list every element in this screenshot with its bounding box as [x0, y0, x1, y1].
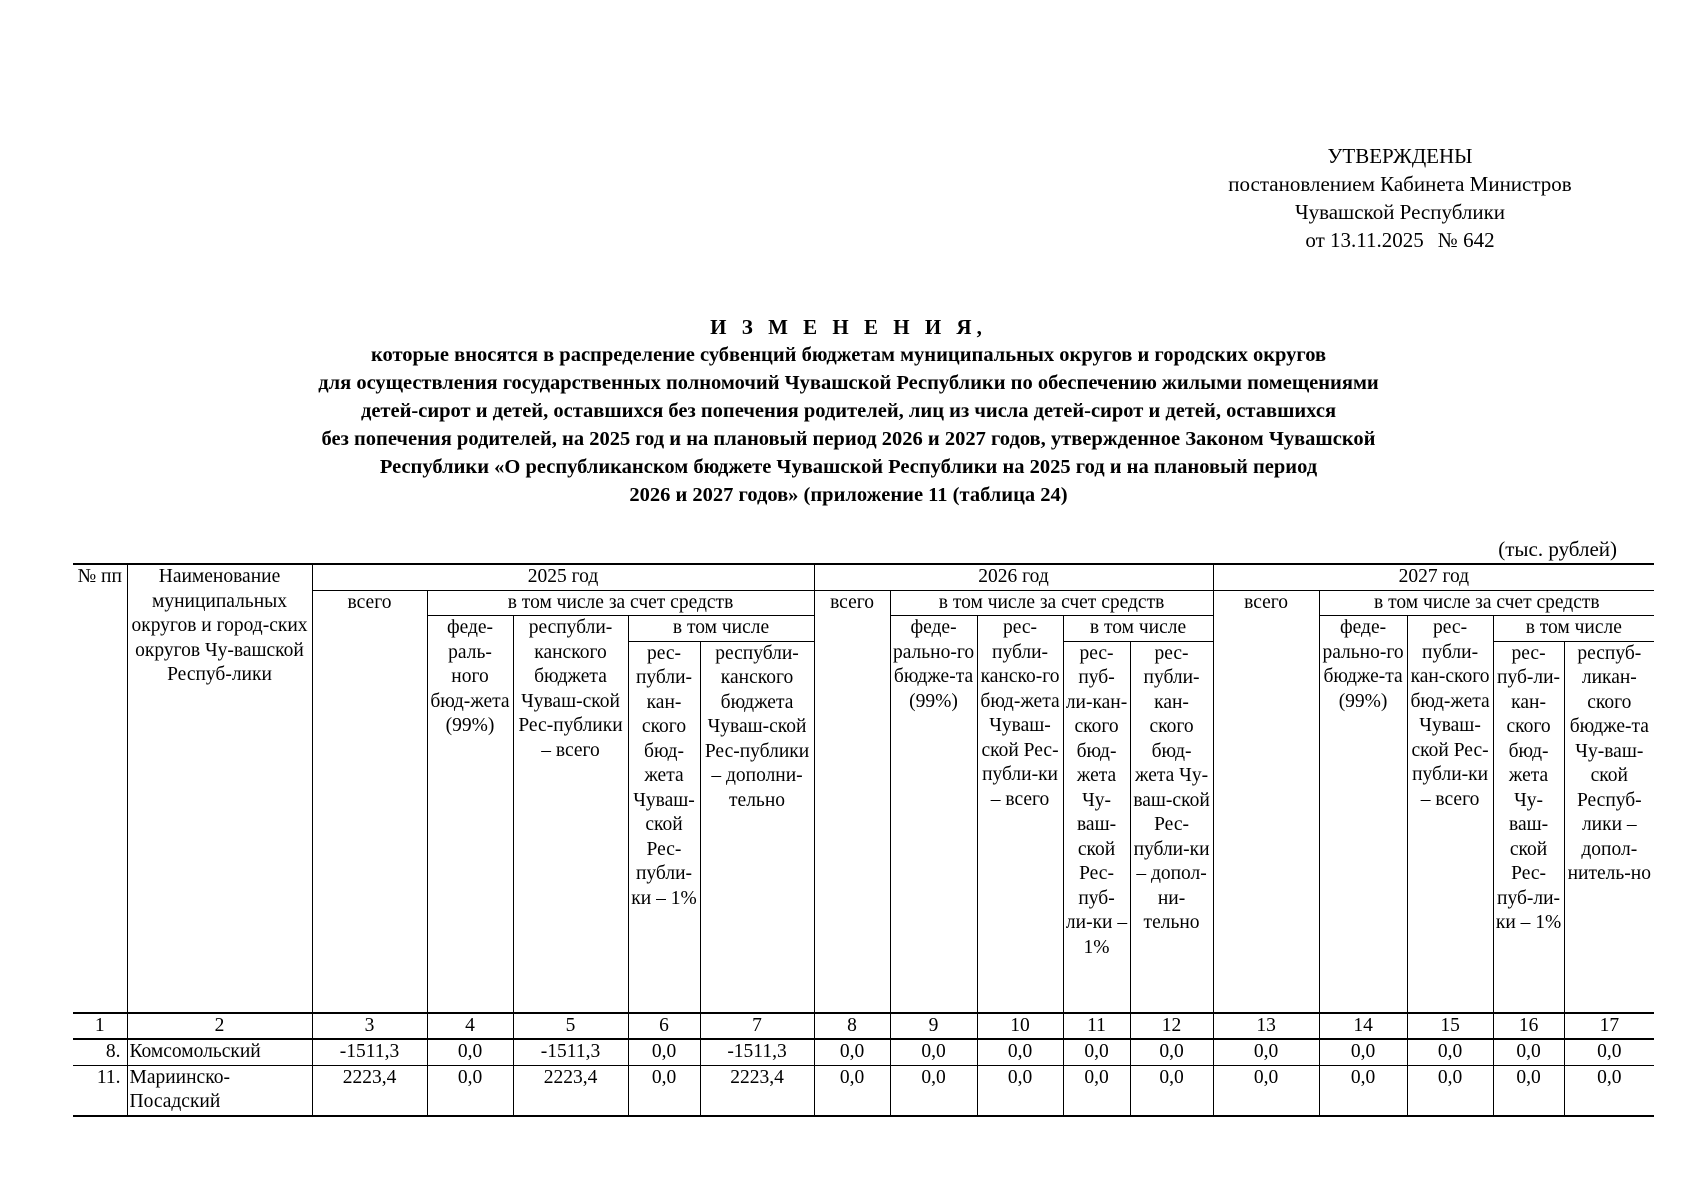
table-row [73, 1065, 1654, 1116]
header-2025-federal: феде-раль-ного бюд-жета (99%) [427, 616, 513, 1013]
municipality-name: Комсомольский [127, 1039, 312, 1065]
row-number: 11. [73, 1065, 127, 1116]
municipality-name: Мариинско-Посадский [127, 1065, 312, 1116]
cell-value: 0,0 [1493, 1039, 1564, 1065]
header-2027-republic-total: рес-публи-кан-ского бюд-жета Чуваш-ской Рес-публи-ки – всего [1407, 616, 1493, 1013]
column-number: 17 [1564, 1013, 1654, 1040]
cell-value: -1511,3 [513, 1039, 628, 1065]
header-2027-incl-sources: в том числе за счет средств [1319, 590, 1654, 616]
header-2025-republic-extra: республи-канского бюджета Чуваш-ской Рес-публики – дополни-тельно [700, 641, 814, 1013]
cell-value: 0,0 [1063, 1065, 1130, 1116]
header-row-number: № пп [73, 564, 127, 1013]
cell-value: 0,0 [977, 1065, 1063, 1116]
heading-line: детей-сирот и детей, оставшихся без попечения родителей, лиц из числа детей-сирот и детей, оставшихся [360, 400, 1337, 422]
cell-value: 0,0 [1213, 1065, 1319, 1116]
header-year-2027: 2027 год [1213, 564, 1654, 590]
header-2025-republic-total: республи-канского бюджета Чуваш-ской Рес-публики – всего [513, 616, 628, 1013]
header-year-2026: 2026 год [814, 564, 1213, 590]
approval-stamp [1140, 142, 1660, 254]
column-number: 3 [312, 1013, 427, 1040]
column-number: 15 [1407, 1013, 1493, 1040]
header-2027-republic-1pct: рес-пуб-ли-кан-ского бюд-жета Чу-ваш-ской Рес-пуб-ли-ки – 1% [1493, 641, 1564, 1013]
column-number: 6 [628, 1013, 700, 1040]
approval-number: № 642 [1437, 228, 1495, 252]
heading-line: 2026 и 2027 годов» (приложение 11 (таблица 24) [629, 484, 1068, 506]
units-label: (тыс. рублей) [1498, 537, 1617, 561]
heading-line: без попечения родителей, на 2025 год и на плановый период 2026 и 2027 годов, утвержденное Законом Чувашской [321, 428, 1376, 450]
header-row-years [73, 564, 1654, 590]
header-2027-including: в том числе [1493, 616, 1654, 642]
cell-value: 0,0 [814, 1039, 890, 1065]
cell-value: -1511,3 [312, 1039, 427, 1065]
column-number: 10 [977, 1013, 1063, 1040]
cell-value: 0,0 [890, 1039, 977, 1065]
approval-title: УТВЕРЖДЕНЫ [1327, 144, 1473, 168]
approval-republic: Чувашской Республики [1294, 200, 1506, 224]
column-number: 7 [700, 1013, 814, 1040]
cell-value: 0,0 [427, 1065, 513, 1116]
cell-value: 2223,4 [513, 1065, 628, 1116]
cell-value: 0,0 [1564, 1039, 1654, 1065]
table-row [73, 1039, 1654, 1065]
column-number-row [73, 1013, 1654, 1040]
cell-value: 2223,4 [700, 1065, 814, 1116]
header-2026-republic-extra: рес-публи-кан-ского бюд-жета Чу-ваш-ской Рес-публи-ки – допол-ни-тельно [1130, 641, 1213, 1013]
header-2026-incl-sources: в том числе за счет средств [890, 590, 1213, 616]
header-year-2025: 2025 год [312, 564, 814, 590]
cell-value: 0,0 [814, 1065, 890, 1116]
column-number: 4 [427, 1013, 513, 1040]
column-number: 11 [1063, 1013, 1130, 1040]
heading-line: для осуществления государственных полномочий Чувашской Республики по обеспечению жилыми помещениями [318, 372, 1379, 394]
column-number: 8 [814, 1013, 890, 1040]
cell-value: 0,0 [1213, 1039, 1319, 1065]
cell-value: 0,0 [1130, 1039, 1213, 1065]
header-2026-republic-total: рес-публи-канско-го бюд-жета Чуваш-ской Рес-публи-ки – всего [977, 616, 1063, 1013]
header-2026-including: в том числе [1063, 616, 1213, 642]
header-2025-republic-1pct: рес-публи-кан-ского бюд-жета Чуваш-ской Рес-публи-ки – 1% [628, 641, 700, 1013]
cell-value: 0,0 [1063, 1039, 1130, 1065]
approval-date-number [1140, 226, 1660, 254]
header-2025-total: всего [312, 590, 427, 1013]
cell-value: 0,0 [1407, 1065, 1493, 1116]
column-number: 9 [890, 1013, 977, 1040]
cell-value: 0,0 [1130, 1065, 1213, 1116]
cell-value: 0,0 [1407, 1039, 1493, 1065]
header-2025-including: в том числе [628, 616, 814, 642]
header-2026-total: всего [814, 590, 890, 1013]
cell-value: 0,0 [628, 1039, 700, 1065]
cell-value: 0,0 [427, 1039, 513, 1065]
column-number: 1 [73, 1013, 127, 1040]
cell-value: 0,0 [1319, 1065, 1407, 1116]
header-2026-federal: феде-рально-го бюдже-та (99%) [890, 616, 977, 1013]
header-2025-incl-sources: в том числе за счет средств [427, 590, 814, 616]
document-heading [100, 313, 1597, 509]
subvention-table [73, 563, 1654, 1117]
column-number: 5 [513, 1013, 628, 1040]
cell-value: -1511,3 [700, 1039, 814, 1065]
cell-value: 2223,4 [312, 1065, 427, 1116]
approval-issuer: постановлением Кабинета Министров [1228, 172, 1572, 196]
column-number: 13 [1213, 1013, 1319, 1040]
cell-value: 0,0 [628, 1065, 700, 1116]
heading-line: Республики «О республиканском бюджете Чувашской Республики на 2025 год и на плановый период [379, 456, 1318, 478]
column-number: 16 [1493, 1013, 1564, 1040]
header-2027-federal: феде-рально-го бюдже-та (99%) [1319, 616, 1407, 1013]
column-number: 14 [1319, 1013, 1407, 1040]
heading-line: которые вносятся в распределение субвенций бюджетам муниципальных округов и городских округов [370, 344, 1327, 366]
row-number: 8. [73, 1039, 127, 1065]
header-2027-republic-extra: респуб-ликан-ского бюдже-та Чу-ваш-ской Респуб-лики – допол-нитель-но [1564, 641, 1654, 1013]
cell-value: 0,0 [1319, 1039, 1407, 1065]
cell-value: 0,0 [977, 1039, 1063, 1065]
column-number: 2 [127, 1013, 312, 1040]
cell-value: 0,0 [1564, 1065, 1654, 1116]
document-title: И З М Е Н Е Н И Я, [710, 315, 987, 339]
cell-value: 0,0 [1493, 1065, 1564, 1116]
cell-value: 0,0 [890, 1065, 977, 1116]
header-2027-total: всего [1213, 590, 1319, 1013]
header-2026-republic-1pct: рес-пуб-ли-кан-ского бюд-жета Чу-ваш-ской Рес-пуб-ли-ки – 1% [1063, 641, 1130, 1013]
approval-date: от 13.11.2025 [1305, 228, 1424, 252]
column-number: 12 [1130, 1013, 1213, 1040]
header-municipality-name: Наименование муниципальных округов и город-ских округов Чу-вашской Респуб-лики [127, 564, 312, 1013]
